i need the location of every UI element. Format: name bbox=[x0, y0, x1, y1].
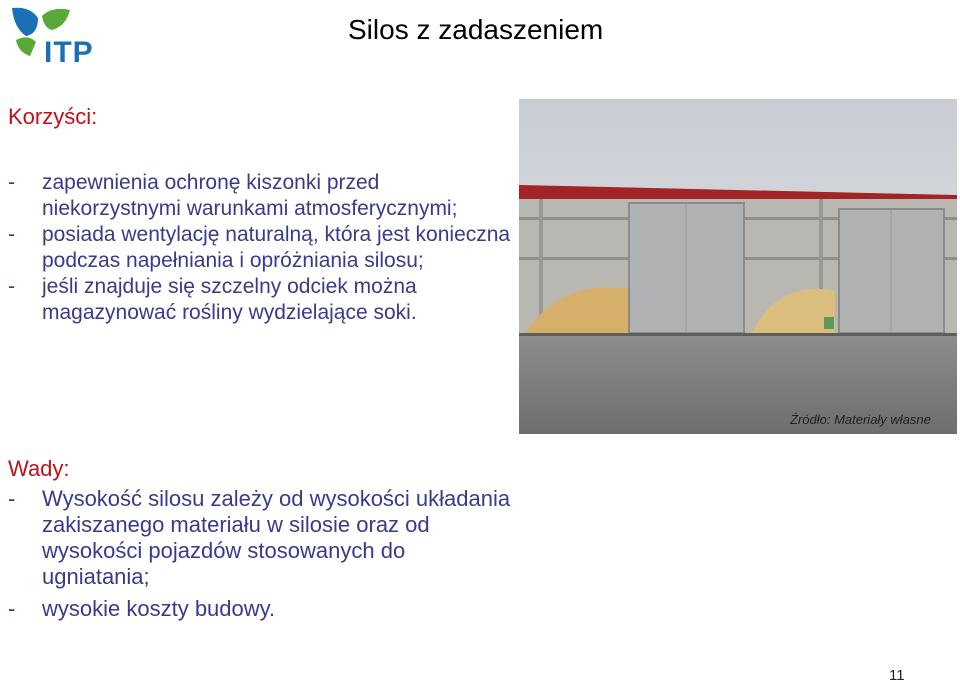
cons-list bbox=[8, 486, 518, 622]
itp-logo bbox=[8, 4, 108, 74]
photo-caption: Źródło: Materiały własne bbox=[790, 412, 931, 427]
pros-list bbox=[8, 170, 518, 326]
page-number: 11 bbox=[889, 667, 905, 684]
silo-photo bbox=[519, 99, 957, 434]
silo-photo-illustration bbox=[519, 99, 957, 434]
logo-text: ITP bbox=[44, 36, 94, 69]
list-item: - Wysokość silosu zależy od wysokości układania zakiszanego materiału w silosie oraz od wysokości pojazdów stosowanych do ugniatania; bbox=[8, 486, 511, 589]
cons-heading: Wady: bbox=[8, 456, 70, 481]
list-item: - posiada wentylację naturalną, która jest konieczna podczas napełniania i opróżniania silosu; bbox=[8, 223, 511, 272]
list-item: - jeśli znajduje się szczelny odciek można magazynować rośliny wydzielające soki. bbox=[8, 275, 417, 324]
list-item: - zapewnienia ochronę kiszonki przed niekorzystnymi warunkami atmosferycznymi; bbox=[8, 171, 458, 220]
list-item: - wysokie koszty budowy. bbox=[8, 596, 276, 621]
pros-heading: Korzyści: bbox=[8, 104, 98, 129]
page-title: Silos z zadaszeniem bbox=[348, 14, 604, 45]
